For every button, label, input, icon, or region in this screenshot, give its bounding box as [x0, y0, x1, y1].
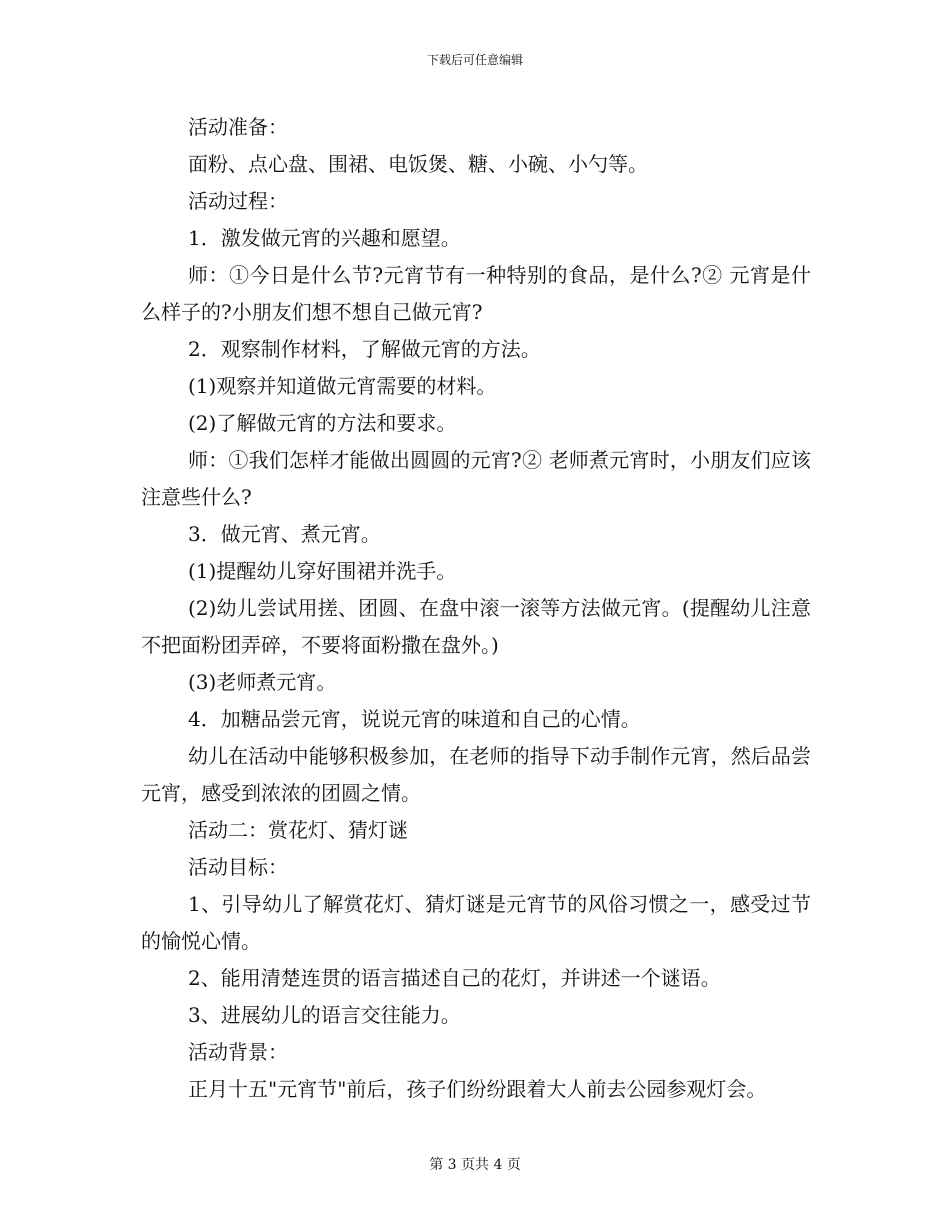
- activity-summary: 幼儿在活动中能够积极参加，在老师的指导下动手制作元宵，然后品尝元宵，感受到浓浓的团圆之情。: [141, 744, 811, 805]
- heading-preparation: 活动准备：: [188, 115, 288, 139]
- heading-activity-two: 活动二：赏花灯、猜灯谜: [188, 818, 408, 842]
- step-3-sub-2: (2)幼儿尝试用搓、团圆、在盘中滚一滚等方法做元宵。(提醒幼儿注意不把面粉团弄碎，不要将面粉撒在盘外。): [141, 596, 811, 657]
- materials-list: 面粉、点心盘、围裙、电饭煲、糖、小碗、小勺等。: [188, 152, 648, 176]
- step-2: 2．观察制作材料，了解做元宵的方法。: [188, 337, 541, 361]
- goal-3: 3、进展幼儿的语言交往能力。: [188, 1003, 461, 1027]
- goal-1: 1、引导幼儿了解赏花灯、猜灯谜是元宵节的风俗习惯之一，感受过节的愉悦心情。: [141, 892, 811, 953]
- heading-goals: 活动目标：: [188, 855, 288, 879]
- document-body: [141, 109, 811, 1108]
- heading-background: 活动背景：: [188, 1040, 288, 1064]
- step-3-sub-3: (3)老师煮元宵。: [188, 670, 337, 694]
- step-3: 3．做元宵、煮元宵。: [188, 522, 381, 546]
- heading-process: 活动过程：: [188, 189, 288, 213]
- background-text: 正月十五"元宵节"前后，孩子们纷纷跟着大人前去公园参观灯会。: [188, 1077, 767, 1101]
- step-2-sub-1: (1)观察并知道做元宵需要的材料。: [188, 374, 497, 398]
- page-header-note: 下载后可任意编辑: [426, 53, 523, 67]
- step-4: 4．加糖品尝元宵，说说元宵的味道和自己的心情。: [188, 707, 641, 731]
- page-number: 第 3 页共 4 页: [429, 1157, 521, 1173]
- teacher-question-1: 师：①今日是什么节?元宵节有一种特别的食品，是什么?② 元宵是什么样子的?小朋友们想不想自己做元宵?: [141, 263, 811, 324]
- teacher-question-2: 师：①我们怎样才能做出圆圆的元宵?② 老师煮元宵时，小朋友们应该注意些什么?: [141, 448, 811, 509]
- goal-2: 2、能用清楚连贯的语言描述自己的花灯，并讲述一个谜语。: [188, 966, 721, 990]
- step-1: 1．激发做元宵的兴趣和愿望。: [188, 226, 461, 250]
- step-2-sub-2: (2)了解做元宵的方法和要求。: [188, 411, 457, 435]
- step-3-sub-1: (1)提醒幼儿穿好围裙并洗手。: [188, 559, 457, 583]
